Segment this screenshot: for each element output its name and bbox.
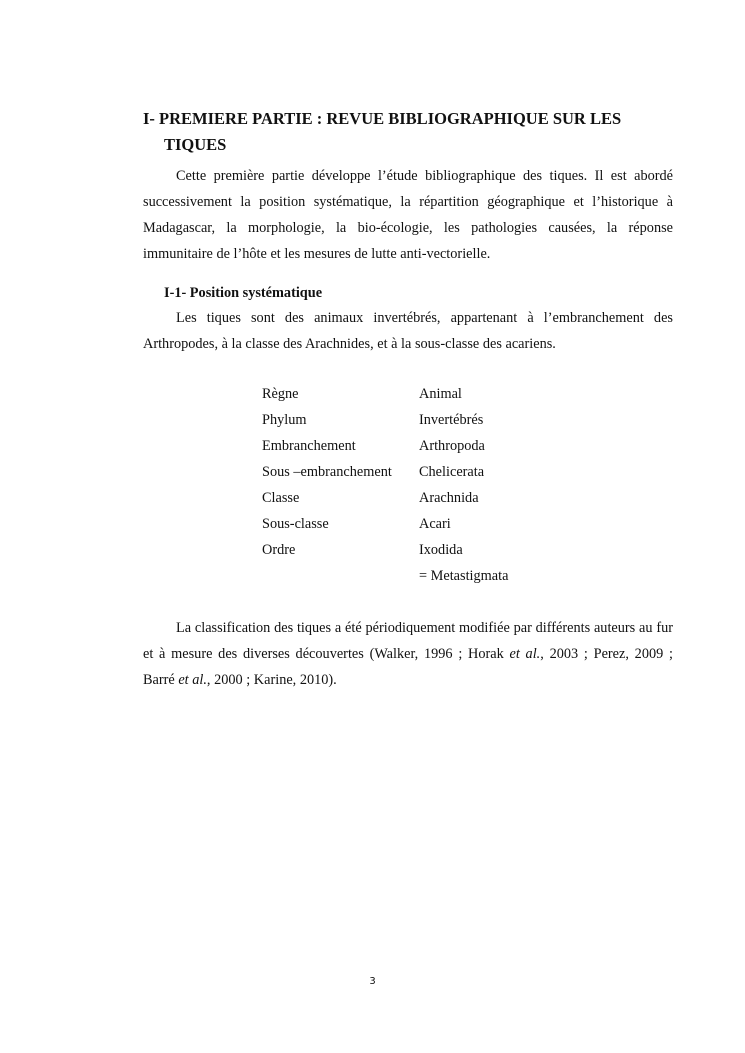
rank-label: Sous –embranchement: [262, 464, 392, 480]
page-number: 3: [369, 976, 376, 987]
classification-table: [262, 381, 508, 589]
closing-text-part-2: , 2003 ; Perez, 2009 ; Barré: [143, 646, 673, 688]
rank-label: Classe: [262, 490, 300, 506]
closing-text: [143, 615, 673, 693]
rank-value: Chelicerata: [419, 464, 485, 480]
table-row: [262, 485, 508, 511]
rank-label: Règne: [262, 386, 299, 402]
rank-value: Arthropoda: [419, 438, 485, 454]
table-row: [262, 381, 508, 407]
part-title: [143, 106, 683, 158]
closing-text-part-3: , 2000 ; Karine, 2010).: [206, 672, 337, 688]
rank-value: Animal: [419, 386, 462, 402]
rank-value: Acari: [419, 516, 451, 532]
table-row: [262, 459, 508, 485]
rank-label: Sous-classe: [262, 516, 329, 532]
closing-paragraph: [143, 615, 673, 693]
table-row: [262, 563, 508, 589]
rank-value: Arachnida: [419, 490, 479, 506]
intro-text: Cette première partie développe l’étude bibliographique des tiques. Il est abordé successivement la position systématique, la répartition géographique et l’historique à Madagascar, la morphologie, la bio-écologie, les pathologies causées, la réponse immunitaire de l’hôte et les mesures de lutte anti-vectorielle.: [143, 168, 673, 262]
rank-label: Phylum: [262, 412, 307, 428]
rank-label: Embranchement: [262, 438, 356, 454]
et-al-1: et al.: [509, 646, 541, 662]
intro-paragraph: [143, 163, 673, 267]
section-text: Les tiques sont des animaux invertébrés, appartenant à l’embranchement des Arthropodes, à la classe des Arachnides, et à la sous-classe des acariens.: [143, 310, 673, 352]
section-paragraph: [143, 305, 673, 357]
table-row: [262, 537, 508, 563]
part-title-line-1: I- PREMIERE PARTIE : REVUE BIBLIOGRAPHIQUE SUR LES: [143, 109, 622, 128]
table-row: [262, 407, 508, 433]
rank-value: Ixodida: [419, 542, 463, 558]
rank-label: Ordre: [262, 542, 296, 558]
closing-text-part-1: La classification des tiques a été périodiquement modifiée par différents auteurs au fur et à mesure des diverses découvertes (Walker, 1996 ; Horak: [143, 620, 673, 662]
rank-label: [262, 563, 419, 589]
part-title-line-2: TIQUES: [164, 135, 227, 154]
rank-value: = Metastigmata: [419, 568, 509, 584]
rank-value: Invertébrés: [419, 412, 484, 428]
section-title: I-1- Position systématique: [164, 285, 323, 301]
et-al-2: et al.: [178, 672, 207, 688]
table-row: [262, 433, 508, 459]
table-row: [262, 511, 508, 537]
